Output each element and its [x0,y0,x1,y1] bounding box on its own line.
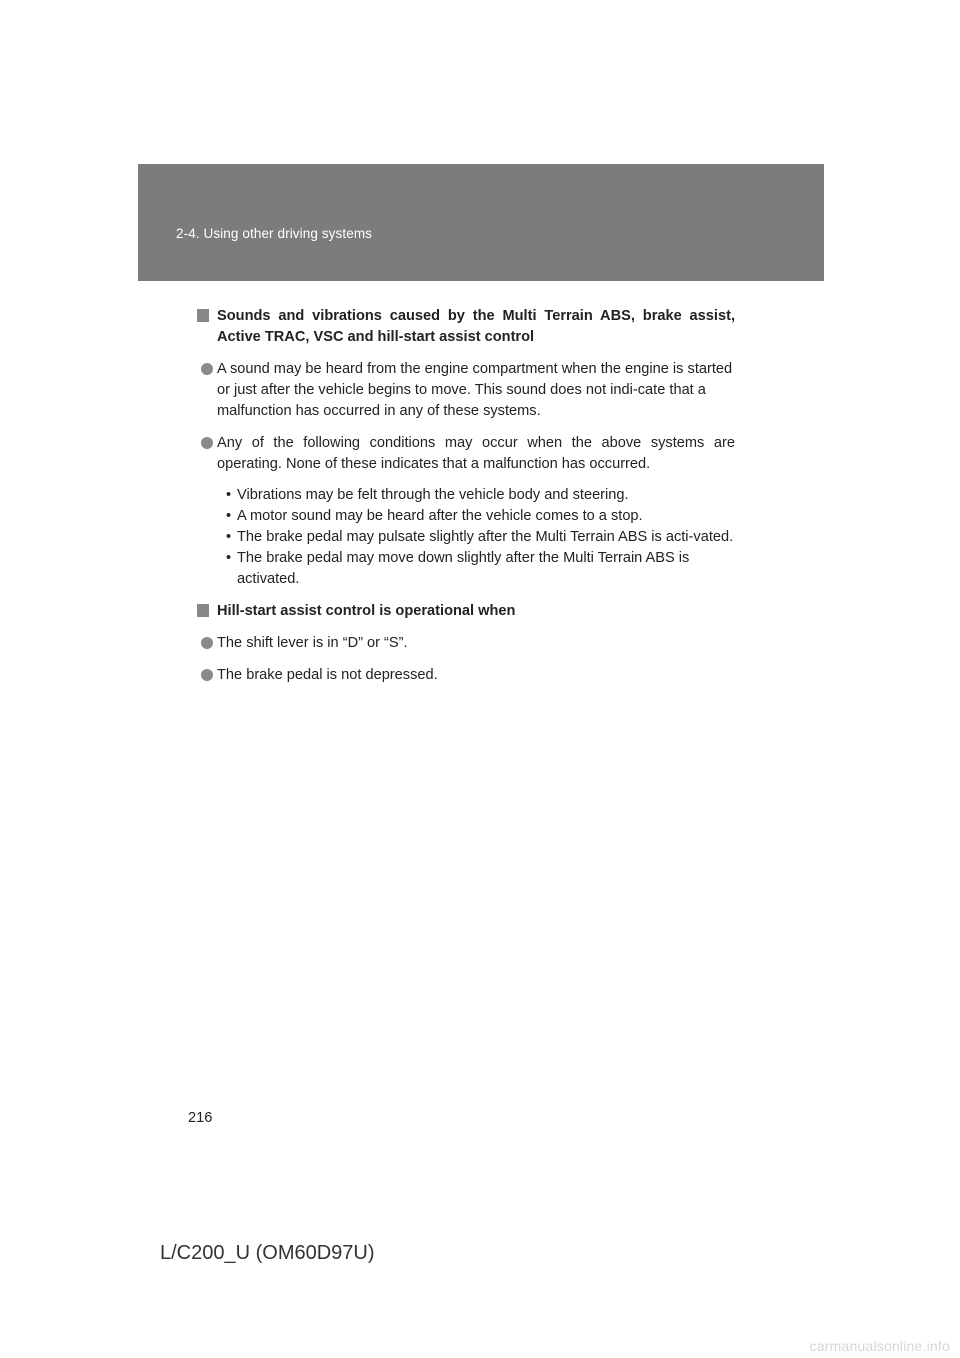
heading-text: Sounds and vibrations caused by the Multi Terrain ABS, brake assist, Active TRAC, VSC and hill-start assist control [217,308,735,345]
document-code: L/C200_U (OM60D97U) [160,1242,375,1264]
list-item-text: The brake pedal is not depressed. [217,667,438,683]
sub-item-text: The brake pedal may pulsate slightly after the Multi Terrain ABS is acti-vated. [237,529,734,545]
page-number: 216 [188,1110,213,1126]
square-bullet-icon [197,604,209,617]
list-item-text: A sound may be heard from the engine compartment when the engine is started or just after the vehicle begins to move. This sound does not indi-cate that a malfunction has occurred in any of these systems. [217,361,733,419]
bullet-dot-icon: • [226,487,232,503]
square-bullet-icon [197,309,209,322]
sub-list-item [197,527,735,548]
sub-list-item [197,506,735,527]
list-item [197,359,735,422]
section-title: 2-4. Using other driving systems [176,226,373,241]
circle-bullet-icon [201,437,213,449]
sub-list-item [197,485,735,506]
bullet-dot-icon: • [226,508,232,524]
sub-item-text: The brake pedal may move down slightly after the Multi Terrain ABS is activated. [237,550,690,587]
sub-list [197,485,735,590]
sub-item-text: A motor sound may be heard after the vehicle comes to a stop. [237,508,643,524]
list-item-text: Any of the following conditions may occur when the above systems are operating. None of these indicates that a malfunction has occurred. [217,435,735,472]
list-item [197,665,735,686]
heading-text: Hill-start assist control is operational when [217,603,516,619]
sub-item-text: Vibrations may be felt through the vehicle body and steering. [237,487,629,503]
circle-bullet-icon [201,363,213,375]
list-item [197,633,735,654]
list-item [197,433,735,475]
sub-list-item [197,548,735,590]
circle-bullet-icon [201,669,213,681]
bullet-dot-icon: • [226,550,232,566]
circle-bullet-icon [201,637,213,649]
page-content [197,306,735,697]
watermark: carmanualsonline.info [809,1338,950,1354]
bullet-dot-icon: • [226,529,232,545]
header-band [138,164,824,281]
list-item-text: The shift lever is in “D” or “S”. [217,635,408,651]
section-heading [197,306,735,348]
section-heading [197,601,735,622]
